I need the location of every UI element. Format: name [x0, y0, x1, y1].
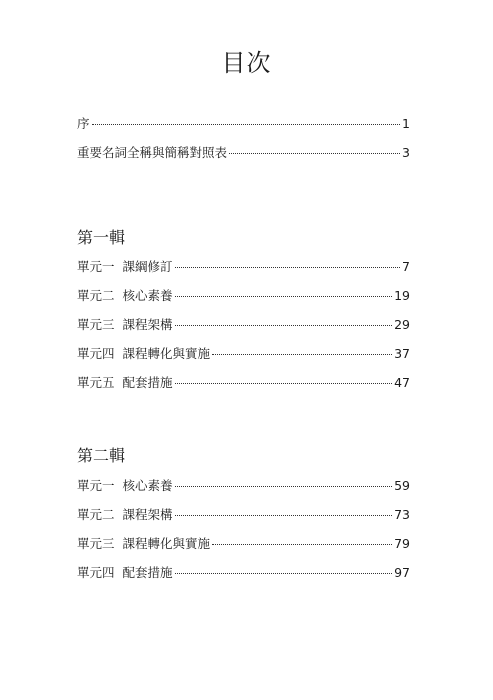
page-title: 目次 — [221, 49, 272, 77]
toc-entry[interactable] — [77, 286, 410, 315]
section-1-list — [77, 257, 410, 402]
dot-leader — [175, 296, 393, 297]
toc-entry[interactable] — [77, 534, 410, 563]
toc-page-number: 19 — [394, 288, 410, 303]
dot-leader — [175, 515, 393, 516]
toc-page-number: 7 — [402, 259, 410, 274]
toc-unit-label: 單元四 — [77, 346, 115, 361]
toc-page-number: 97 — [394, 565, 410, 580]
toc-entry[interactable] — [77, 257, 410, 286]
toc-entry-title: 課程架構 — [122, 317, 173, 332]
dot-leader — [175, 383, 393, 384]
toc-entry-title: 課程架構 — [122, 507, 173, 522]
dot-leader — [175, 486, 393, 487]
toc-page-number: 1 — [402, 116, 410, 131]
toc-unit-label: 單元二 — [77, 288, 115, 303]
dot-leader — [229, 153, 400, 154]
toc-unit-label: 單元五 — [77, 375, 115, 390]
toc-unit-label: 單元二 — [77, 507, 115, 522]
dot-leader — [175, 267, 401, 268]
toc-entry-glossary[interactable] — [77, 143, 410, 172]
toc-entry-title: 課程轉化與實施 — [122, 536, 211, 551]
toc-page-number: 3 — [402, 145, 410, 160]
toc-entry[interactable] — [77, 344, 410, 373]
toc-entry[interactable] — [77, 505, 410, 534]
toc-entry-title: 配套措施 — [122, 565, 173, 580]
toc-entry-preface[interactable] — [77, 114, 410, 143]
toc-unit-label: 單元三 — [77, 536, 115, 551]
toc-entry[interactable] — [77, 373, 410, 402]
toc-unit-label: 單元四 — [77, 565, 115, 580]
toc-unit-label: 單元一 — [77, 259, 115, 274]
toc-entry-label: 重要名詞全稱與簡稱對照表 — [77, 145, 228, 160]
toc-page-number: 29 — [394, 317, 410, 332]
toc-entry[interactable] — [77, 476, 410, 505]
toc-unit-label: 單元三 — [77, 317, 115, 332]
dot-leader — [175, 573, 393, 574]
toc-entry-title: 課程轉化與實施 — [122, 346, 211, 361]
toc-entry-label: 序 — [77, 116, 90, 131]
dot-leader — [175, 325, 393, 326]
dot-leader — [92, 124, 401, 125]
toc-entry[interactable] — [77, 563, 410, 592]
section-heading-2: 第二輯 — [77, 446, 126, 465]
toc-page-number: 79 — [394, 536, 410, 551]
dot-leader — [212, 544, 392, 545]
dot-leader — [212, 354, 392, 355]
toc-entry-title: 核心素養 — [122, 288, 173, 303]
section-2-list — [77, 476, 410, 592]
toc-page-number: 59 — [394, 478, 410, 493]
toc-entry-title: 配套措施 — [122, 375, 173, 390]
toc-page-number: 73 — [394, 507, 410, 522]
toc-page-number: 47 — [394, 375, 410, 390]
toc-entry-title: 課綱修訂 — [122, 259, 173, 274]
section-heading-1: 第一輯 — [77, 228, 126, 247]
toc-page-number: 37 — [394, 346, 410, 361]
toc-entry[interactable] — [77, 315, 410, 344]
toc-entry-title: 核心素養 — [122, 478, 173, 493]
toc-unit-label: 單元一 — [77, 478, 115, 493]
front-matter-list — [77, 114, 410, 172]
